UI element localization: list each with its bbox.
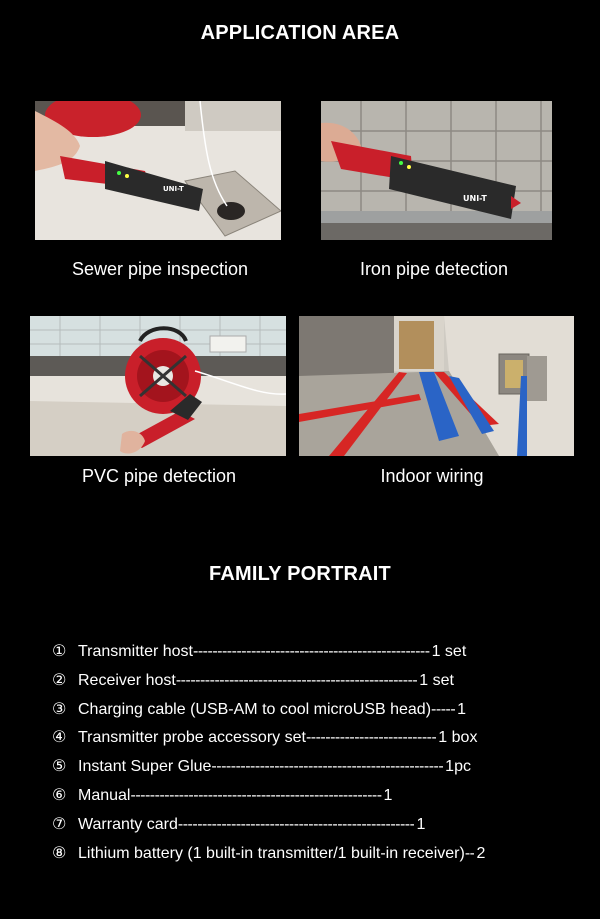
list-item xyxy=(52,811,572,840)
sewer-pipe-photo xyxy=(35,101,281,240)
item-label: Transmitter probe accessory set xyxy=(78,729,306,747)
item-leader: ------------------------------------------------ xyxy=(211,758,444,776)
item-leader: -- xyxy=(464,844,475,862)
caption-iron-pipe: Iron pipe detection xyxy=(359,259,509,279)
list-item xyxy=(52,667,572,696)
item-quantity: 1 set xyxy=(419,671,454,689)
item-label: Transmitter host xyxy=(78,643,193,660)
item-leader: -------------------------------------------------- xyxy=(175,671,418,689)
item-quantity: 1 xyxy=(457,700,467,718)
brand-label: UNI-T xyxy=(163,185,184,193)
list-item xyxy=(52,782,572,811)
item-number: ② xyxy=(52,671,67,689)
family-portrait-title: FAMILY PORTRAIT xyxy=(209,563,391,585)
item-number: ④ xyxy=(52,729,67,747)
item-label: Charging cable (USB-AM to cool microUSB head) xyxy=(78,700,432,718)
list-item xyxy=(52,638,572,667)
application-area-title: APPLICATION AREA xyxy=(200,22,400,44)
item-label: Instant Super Glue xyxy=(78,758,212,776)
item-quantity: 1 xyxy=(416,815,426,833)
brand-label: UNI-T xyxy=(463,194,487,203)
item-quantity: 2 xyxy=(476,844,486,862)
item-label: Warranty card xyxy=(78,815,178,833)
list-item xyxy=(52,753,572,782)
item-quantity: 1 set xyxy=(431,643,467,660)
pvc-pipe-photo xyxy=(30,316,286,456)
caption-sewer-pipe: Sewer pipe inspection xyxy=(71,259,249,279)
item-leader: ------------------------------------------------- xyxy=(177,815,415,833)
list-item xyxy=(52,724,572,753)
item-label: Lithium battery (1 built-in transmitter/1 built-in receiver) xyxy=(78,844,465,862)
caption-pvc-pipe: PVC pipe detection xyxy=(81,466,237,486)
list-item xyxy=(52,696,572,725)
item-number: ③ xyxy=(52,700,67,718)
item-number: ⑧ xyxy=(52,844,67,862)
item-leader: ----- xyxy=(431,700,456,718)
item-leader: ---------------------------------------------------- xyxy=(130,786,382,804)
item-quantity: 1 box xyxy=(438,729,478,747)
item-label: Receiver host xyxy=(78,671,176,689)
item-leader: --------------------------- xyxy=(305,729,437,747)
package-contents-list xyxy=(52,638,572,868)
item-leader: ------------------------------------------------- xyxy=(193,643,430,660)
item-number: ① xyxy=(52,643,67,660)
caption-indoor-wiring: Indoor wiring xyxy=(380,466,484,486)
item-quantity: 1pc xyxy=(445,758,471,776)
indoor-wiring-photo xyxy=(299,316,574,456)
item-number: ⑤ xyxy=(52,758,67,776)
item-quantity: 1 xyxy=(383,786,393,804)
item-number: ⑦ xyxy=(52,815,67,833)
item-label: Manual xyxy=(78,786,131,804)
item-number: ⑥ xyxy=(52,786,67,804)
iron-pipe-photo xyxy=(321,101,552,240)
list-item xyxy=(52,840,572,869)
